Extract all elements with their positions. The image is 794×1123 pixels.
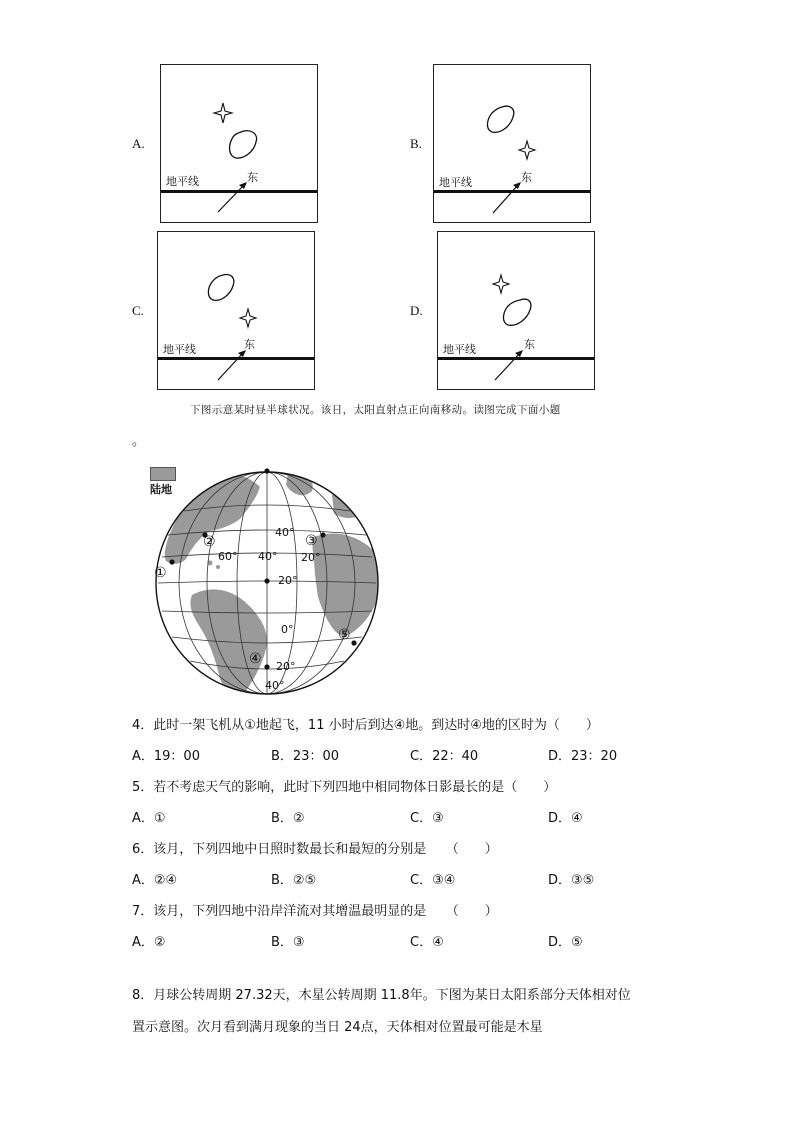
option-c[interactable]: C．③ xyxy=(410,811,444,826)
star-icon xyxy=(493,275,509,293)
horizon-line xyxy=(434,190,590,193)
arrow-head-icon xyxy=(239,182,247,189)
intro-tail: 。 xyxy=(132,434,146,449)
intro-text: 下图示意某时昼半球状况。该日，太阳直射点正向南移动。读图完成下面小题 xyxy=(190,404,561,416)
option-c[interactable]: C．④ xyxy=(410,935,444,950)
lat-20n-label: 20° xyxy=(278,574,298,587)
option-c-panel xyxy=(157,231,315,390)
option-b-label: B. xyxy=(410,136,422,151)
horizon-label: 地平线 xyxy=(166,175,199,188)
east-label: 东 xyxy=(244,338,255,351)
lat-20n-right-label: 20° xyxy=(301,551,321,564)
option-c[interactable]: C．22：40 xyxy=(410,749,479,764)
horizon-label: 地平线 xyxy=(163,343,196,356)
globe-svg xyxy=(148,465,388,697)
horizon-line xyxy=(158,357,314,360)
arrow-head-icon xyxy=(513,182,521,189)
option-c-drawing xyxy=(158,232,314,389)
moon-shape xyxy=(230,131,257,158)
question-4-stem: 4．此时一架飞机从①地起飞，11 小时后到达④地。到达时④地的区时为（ ） xyxy=(132,718,599,733)
horizon-label: 地平线 xyxy=(439,176,472,189)
star-icon xyxy=(519,141,535,159)
star-icon xyxy=(240,309,256,327)
option-b[interactable]: B．23：00 xyxy=(271,749,340,764)
option-b-drawing xyxy=(434,65,590,222)
moon-shape xyxy=(487,106,513,132)
land-south-america xyxy=(190,589,266,693)
moon-shape xyxy=(208,275,234,301)
land-africa xyxy=(313,533,381,637)
option-a[interactable]: A．① xyxy=(132,811,166,826)
option-b[interactable]: B．② xyxy=(271,811,305,826)
option-c-label: C. xyxy=(132,303,144,318)
point-3-label: ③ xyxy=(305,533,318,549)
moon-shape xyxy=(503,299,530,325)
question-8-line-2: 置示意图。次月看到满月现象的当日 24点，天体相对位置最可能是木星 xyxy=(132,1020,543,1035)
arrow-head-icon xyxy=(515,350,523,357)
horizon-line xyxy=(161,190,317,193)
option-d-drawing xyxy=(438,232,594,389)
star-icon xyxy=(214,103,232,123)
east-label: 东 xyxy=(521,171,532,184)
option-a-drawing xyxy=(161,65,317,222)
question-5-stem: 5．若不考虑天气的影响，此时下列四地中相同物体日影最长的是（ ） xyxy=(132,780,557,795)
option-d[interactable]: D．23：20 xyxy=(548,749,618,764)
option-d[interactable]: D．③⑤ xyxy=(548,873,595,888)
option-a[interactable]: A．② xyxy=(132,935,166,950)
point-4-label: ④ xyxy=(249,651,262,667)
lat-40n-center-label: 40° xyxy=(258,550,278,563)
horizon-label: 地平线 xyxy=(443,343,476,356)
lat-40s-label: 40° xyxy=(265,679,285,692)
option-b[interactable]: B．③ xyxy=(271,935,305,950)
option-b-panel xyxy=(433,64,591,223)
option-a[interactable]: A．②④ xyxy=(132,873,178,888)
lon-60-label: 60° xyxy=(218,550,238,563)
option-a-label: A. xyxy=(132,136,145,151)
east-label: 东 xyxy=(247,171,258,184)
east-label: 东 xyxy=(524,338,535,351)
option-a[interactable]: A．19：00 xyxy=(132,749,200,764)
option-d-label: D. xyxy=(410,303,423,318)
lat-0-label: 0° xyxy=(281,623,294,636)
point-2-label: ② xyxy=(203,534,216,550)
point-5-label: ⑤ xyxy=(338,627,351,643)
question-8-line-1: 8．月球公转周期 27.32天，木星公转周期 11.8年。下图为某日太阳系部分天体相对位 xyxy=(132,988,631,1003)
question-7-stem: 7．该月，下列四地中沿岸洋流对其增温最明显的是 （ ） xyxy=(132,904,498,919)
option-d[interactable]: D．⑤ xyxy=(548,935,583,950)
horizon-line xyxy=(438,357,594,360)
option-b[interactable]: B．②⑤ xyxy=(271,873,317,888)
lat-40n-label: 40° xyxy=(275,526,295,539)
option-a-panel xyxy=(160,64,318,223)
point-1-label: ① xyxy=(154,565,167,581)
option-d-panel xyxy=(437,231,595,390)
question-6-stem: 6．该月，下列四地中日照时数最长和最短的分别是 （ ） xyxy=(132,842,498,857)
lat-20s-label: 20° xyxy=(276,660,296,673)
option-c[interactable]: C．③④ xyxy=(410,873,456,888)
legend-land-label: 陆地 xyxy=(150,483,172,496)
globe-figure xyxy=(148,465,388,697)
option-d[interactable]: D．④ xyxy=(548,811,583,826)
